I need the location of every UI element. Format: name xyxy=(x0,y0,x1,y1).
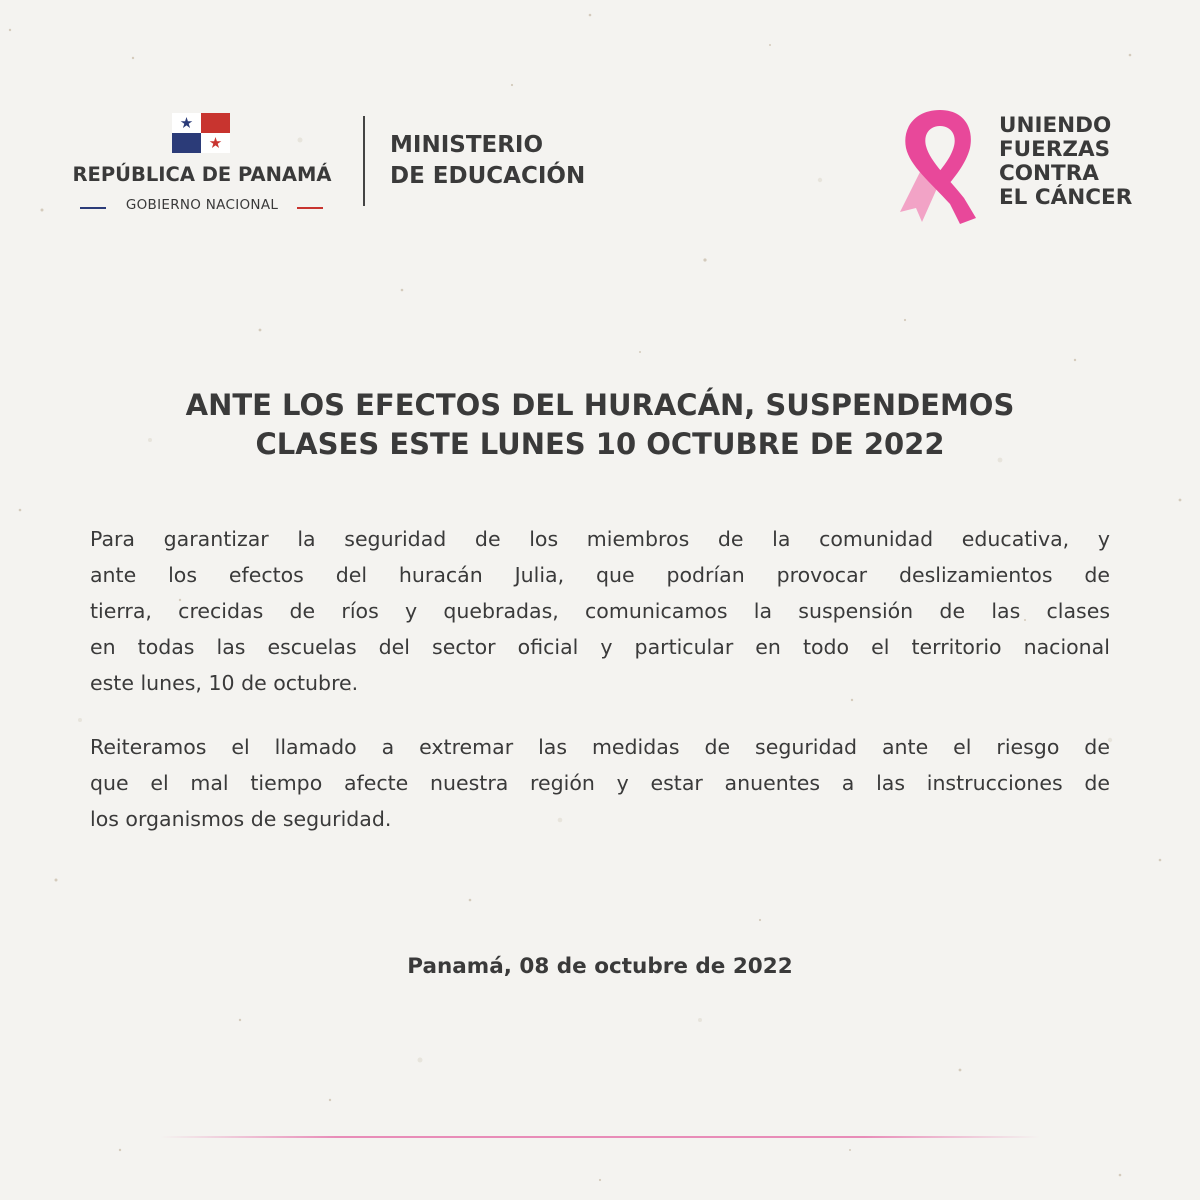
ministry-line-1: MINISTERIO xyxy=(390,132,544,158)
paragraph-1-line-1: Para garantizar la seguridad de los miembros de la comunidad educativa, y xyxy=(90,527,1110,551)
header-divider xyxy=(363,116,365,206)
paragraph-1-line-2: ante los efectos del huracán Julia, que podrían provocar deslizamientos de xyxy=(90,563,1110,587)
government-title: REPÚBLICA DE PANAMÁ xyxy=(72,163,332,186)
campaign-line-4: EL CÁNCER xyxy=(999,185,1133,210)
body-paragraph-1 xyxy=(90,521,1110,701)
pink-ribbon-heart-icon xyxy=(890,100,990,230)
panama-government-logo xyxy=(62,113,342,213)
announcement-headline xyxy=(100,386,1100,464)
headline-line-1: ANTE LOS EFECTOS DEL HURACÁN, SUSPENDEMOS xyxy=(185,388,1015,422)
subtitle-divider-right xyxy=(297,207,323,209)
body-paragraph-2 xyxy=(90,729,1110,837)
campaign-line-1: UNIENDO xyxy=(999,113,1112,138)
government-subtitle-row xyxy=(62,197,342,217)
headline-line-2: CLASES ESTE LUNES 10 OCTUBRE DE 2022 xyxy=(255,427,945,461)
paragraph-2-line-3: los organismos de seguridad. xyxy=(90,807,392,831)
ministry-name xyxy=(390,130,585,192)
campaign-line-2: FUERZAS xyxy=(999,137,1111,162)
ministry-line-2: DE EDUCACIÓN xyxy=(390,163,586,189)
paragraph-1-line-3: tierra, crecidas de ríos y quebradas, comunicamos la suspensión de las clases xyxy=(90,599,1111,623)
paragraph-2-line-1: Reiteramos el llamado a extremar las medidas de seguridad ante el riesgo de xyxy=(90,735,1110,759)
government-subtitle: GOBIERNO NACIONAL xyxy=(125,197,279,213)
publication-date: Panamá, 08 de octubre de 2022 xyxy=(407,954,793,979)
paragraph-1-line-4: en todas las escuelas del sector oficial y particular en todo el territorio nacional xyxy=(90,635,1110,659)
bottom-divider xyxy=(160,1136,1040,1138)
campaign-name xyxy=(999,114,1132,210)
paragraph-1-line-5: este lunes, 10 de octubre. xyxy=(90,671,359,695)
paragraph-2-line-2: que el mal tiempo afecte nuestra región y estar anuentes a las instrucciones de xyxy=(90,771,1111,795)
campaign-line-3: CONTRA xyxy=(999,161,1099,186)
panama-flag-icon xyxy=(172,113,230,153)
